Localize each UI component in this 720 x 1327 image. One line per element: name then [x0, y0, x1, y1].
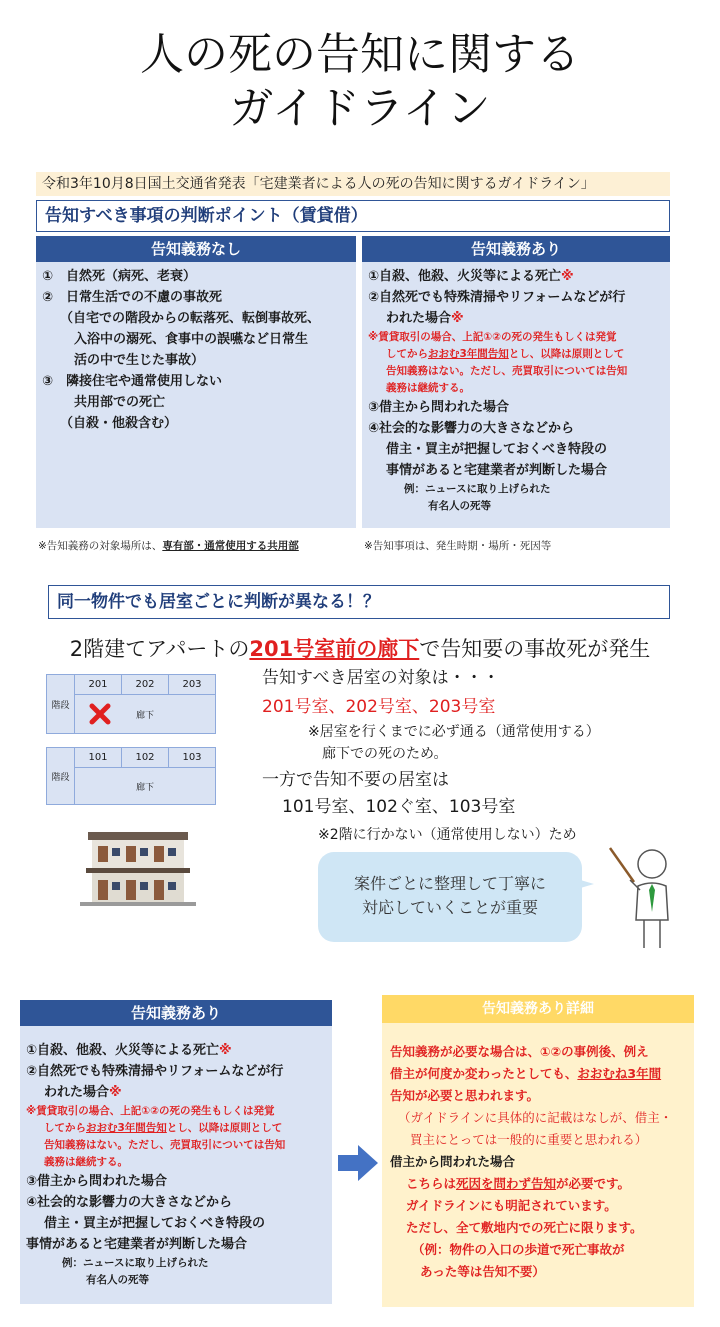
room-row: [75, 748, 215, 768]
rental-note-line: 告知義務はない。ただし、売買取引については告知: [44, 1139, 286, 1151]
no-obligation-line: （自殺・他殺含む）: [60, 416, 178, 431]
obligation-body-2: [20, 1026, 332, 1304]
three-year-emphasis: おおむ3年間告知: [86, 1122, 167, 1134]
example-line: 例：ニュースに取り上げられた: [404, 483, 551, 495]
detail-line: ガイドラインにも明記されています。: [406, 1198, 617, 1213]
obligation-line: 事情があると宅建業者が判断した場合: [26, 1237, 248, 1252]
headline-text: 2階建てアパートの: [69, 637, 250, 661]
scope-note-emphasis: 専有部・通常使用する共用部: [162, 540, 299, 552]
floor-2-plan: [46, 674, 216, 734]
corridor-label: 廊下: [135, 710, 154, 721]
no-obligation-header: 告知義務なし: [36, 236, 356, 262]
detail-line: （例：物件の入口の歩道で死亡事故が: [412, 1242, 625, 1257]
room-cell: 202: [122, 675, 169, 694]
detail-emphasis: 死因を問わず告知: [456, 1176, 557, 1191]
asterisk-mark: ※: [561, 269, 574, 284]
rental-note-line: 告知義務はない。ただし、売買取引については告知: [386, 365, 628, 377]
detail-line: が必要です。: [556, 1176, 631, 1191]
rental-note-line: ※賃貸取引の場合、上記①②の死の発生もしくは発覚: [368, 331, 617, 343]
obligation-line: われた場合: [386, 311, 452, 326]
explain-note: ※2階に行かない（通常使用しない）ため: [318, 827, 577, 843]
case-headline: [0, 634, 720, 664]
obligation-line: 事情があると宅建業者が判断した場合: [386, 463, 608, 478]
explain-rooms-required: 201号室、202号室、203号室: [262, 697, 496, 717]
bubble-line: 案件ごとに整理して丁寧に: [353, 874, 546, 893]
detail-line: ただし、全て敷地内での死亡に限ります。: [406, 1220, 643, 1235]
stairs-label: 階段: [47, 675, 75, 733]
example-line: 有名人の死等: [428, 500, 491, 512]
apartment-building-icon: [80, 828, 196, 906]
no-obligation-line: 共用部での死亡: [74, 395, 166, 410]
bubble-line: 対応していくことが重要: [361, 898, 538, 917]
page-title: [0, 28, 720, 136]
arrow-right-icon: [338, 1145, 378, 1181]
obligation-line: ③借主から問われた場合: [368, 400, 510, 415]
obligation-line: ①自殺、他殺、火災等による死亡: [368, 269, 562, 284]
explain-rooms-not-required: 101号室、102ぐ室、103号室: [282, 797, 516, 817]
explain-note: ※居室を行くまでに必ず通る（通常使用する）: [308, 724, 600, 740]
scope-note: [38, 538, 299, 554]
obligation-line: ④社会的な影響力の大きさなどから: [26, 1195, 233, 1210]
detail-line: 借主から問われた場合: [390, 1154, 516, 1169]
detail-line: 買主にとっては一般的に重要と思われる）: [410, 1132, 648, 1147]
rental-note-line: ※賃貸取引の場合、上記①②の死の発生もしくは発覚: [26, 1105, 275, 1117]
room-cell: 102: [122, 748, 169, 767]
stairs-label: 階段: [47, 748, 75, 804]
items-note: ※告知事項は、発生時期・場所・死因等: [364, 540, 552, 552]
room-cell: 103: [182, 752, 202, 763]
no-obligation-line: ① 自然死（病死、老衰）: [42, 269, 197, 284]
title-line-1: 人の死の告知に関する: [140, 29, 580, 80]
obligation-line: 借主・買主が把握しておくべき特段の: [386, 442, 608, 457]
obligation-line: ③借主から問われた場合: [26, 1174, 168, 1189]
room-row: [75, 675, 215, 695]
obligation-line: 借主・買主が把握しておくべき特段の: [44, 1216, 266, 1231]
obligation-line: ②自然死でも特殊清掃やリフォームなどが行: [26, 1064, 284, 1079]
explain-line: 一方で告知不要の居室は: [262, 770, 449, 790]
obligation-line: われた場合: [44, 1085, 110, 1100]
three-year-emphasis: おおむ3年間告知: [428, 348, 509, 360]
no-obligation-body: [36, 262, 356, 528]
section2-heading: 同一物件でも居室ごとに判断が異なる！？: [48, 585, 670, 619]
rental-note-line: とし、以降は原則として: [166, 1122, 283, 1134]
no-obligation-line: 入浴中の溺死、食事中の誤嚥など日常生: [74, 332, 309, 347]
example-line: 例：ニュースに取り上げられた: [62, 1257, 209, 1269]
room-cell: 203: [182, 679, 202, 690]
no-obligation-line: （自宅での階段からの転落死、転倒事故死、: [60, 311, 321, 326]
room-cell: 201: [75, 675, 122, 694]
source-line: 令和3年10月8日国土交通省発表「宅建業者による人の死の告知に関するガイドライン」: [36, 172, 670, 196]
detail-line: 告知が必要と思われます。: [390, 1088, 540, 1103]
room-cell: 101: [75, 748, 122, 767]
title-line-2: ガイドライン: [229, 83, 491, 134]
corridor-label: 廊下: [135, 782, 154, 793]
speech-bubble: [318, 852, 582, 942]
detail-line: こちらは: [406, 1176, 457, 1191]
no-obligation-line: 活の中で生じた事故）: [74, 353, 205, 368]
floor-1-plan: [46, 747, 216, 805]
presenter-person-icon: [608, 842, 678, 950]
headline-text: で告知要の事故死が発生: [419, 637, 651, 661]
detail-line: （ガイドラインに具体的に記載はなしが、借主・: [398, 1110, 673, 1125]
obligation-detail-body: [382, 1023, 694, 1307]
obligation-line: ④社会的な影響力の大きさなどから: [368, 421, 575, 436]
detail-emphasis: おおむね3年間: [577, 1066, 662, 1081]
rental-note-line: してから: [44, 1122, 86, 1134]
rental-note-line: 義務は継続する。: [386, 382, 470, 394]
asterisk-mark: ※: [451, 311, 464, 326]
speech-bubble-tail: [560, 874, 594, 894]
x-mark-icon: [89, 703, 111, 725]
detail-line: あった等は告知不要）: [420, 1264, 545, 1279]
rental-note-line: してから: [386, 348, 428, 360]
no-obligation-line: ③ 隣接住宅や通常使用しない: [42, 374, 223, 389]
detail-line: 借主が何度か変わったとしても、: [390, 1066, 578, 1081]
asterisk-mark: ※: [109, 1085, 122, 1100]
obligation-body: [362, 262, 670, 528]
obligation-header-2: 告知義務あり: [20, 1000, 332, 1026]
explain-line: 告知すべき居室の対象は・・・: [262, 668, 500, 688]
no-obligation-line: ② 日常生活での不慮の事故死: [42, 290, 223, 305]
obligation-header: 告知義務あり: [362, 236, 670, 262]
obligation-detail-header: 告知義務あり詳細: [382, 995, 694, 1023]
example-line: 有名人の死等: [86, 1274, 149, 1286]
detail-line: 告知義務が必要な場合は、①②の事例後、例え: [390, 1044, 649, 1059]
headline-emphasis: 201号室前の廊下: [249, 637, 420, 661]
asterisk-mark: ※: [219, 1043, 232, 1058]
rental-note-line: とし、以降は原則として: [508, 348, 625, 360]
obligation-line: ①自殺、他殺、火災等による死亡: [26, 1043, 220, 1058]
section1-heading: 告知すべき事項の判断ポイント（賃貸借）: [36, 200, 670, 232]
obligation-line: ②自然死でも特殊清掃やリフォームなどが行: [368, 290, 626, 305]
rental-note-line: 義務は継続する。: [44, 1156, 128, 1168]
explain-note: 廊下での死のため。: [322, 746, 448, 762]
scope-note-text: ※告知義務の対象場所は、: [38, 540, 163, 552]
